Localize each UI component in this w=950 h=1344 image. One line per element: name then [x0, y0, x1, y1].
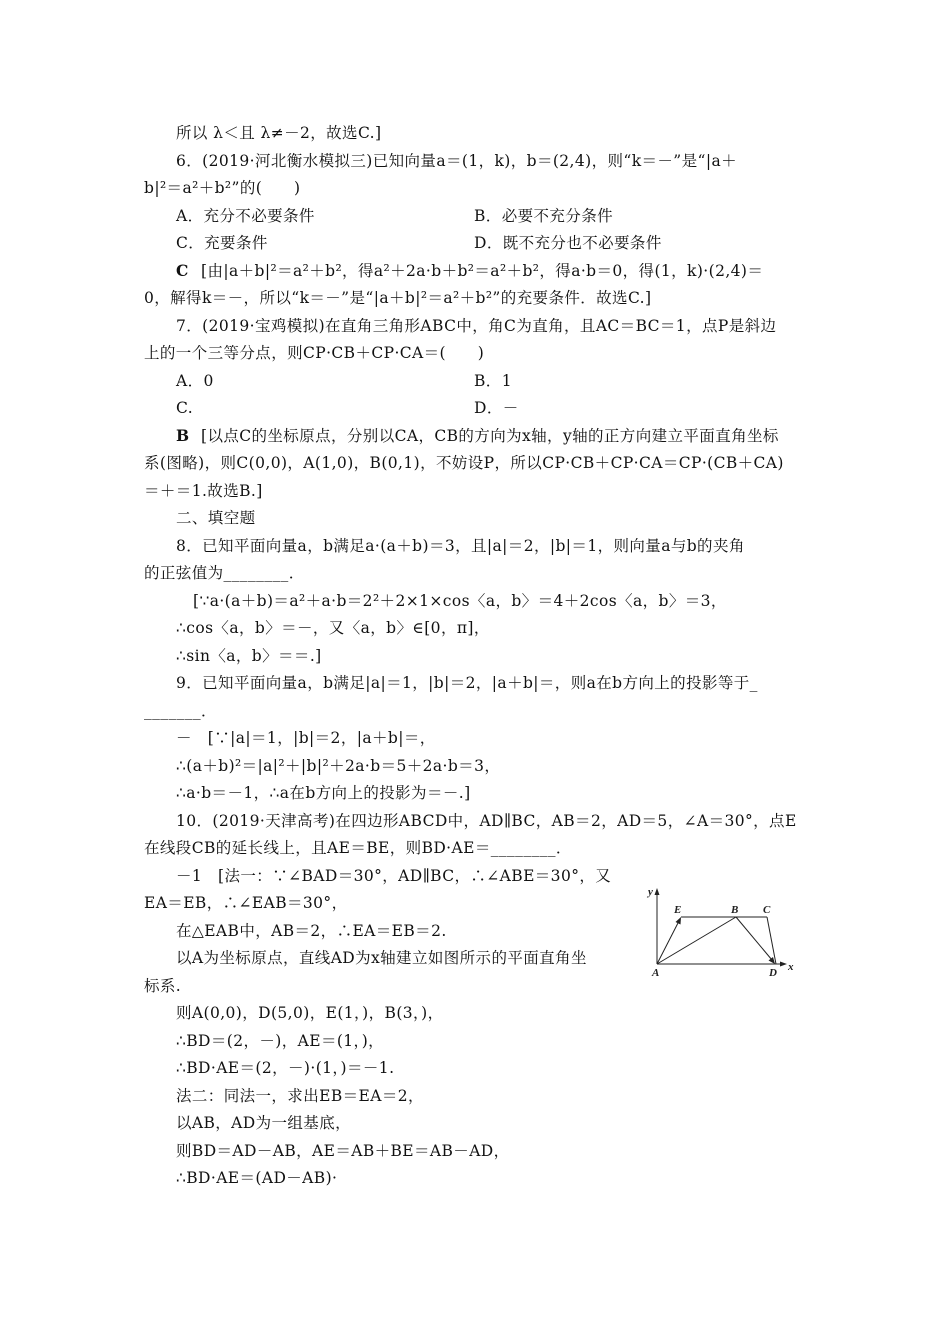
option-a: A．充分不必要条件: [176, 207, 315, 225]
solution-line: ＝＋＝1.故选B.]: [144, 482, 263, 500]
solution-line: ∴BD·AE＝(2，－)·(1，)＝－1.: [176, 1059, 395, 1077]
y-axis-arrow: [655, 888, 660, 895]
solution-line: ∴cos〈a，b〉＝－，又〈a，b〉∈[0，π]，: [176, 619, 490, 637]
label-x: x: [788, 961, 794, 973]
label-e: E: [674, 904, 682, 916]
option-b: B．1: [474, 372, 512, 390]
solution-line: －1 [法一：∵∠BAD＝30°，AD∥BC，∴∠ABE＝30°，又: [176, 867, 612, 885]
solution-line: 法二：同法一，求出EB＝EA＝2，: [176, 1087, 424, 1105]
question-9: 9．已知平面向量a，b满足|a|＝1，|b|＝2，|a＋b|＝，则a在b方向上的投影等于_: [176, 674, 758, 692]
label-d: D: [769, 967, 777, 979]
question-10: 10．(2019·天津高考)在四边形ABCD中，AD∥BC，AB＝2，AD＝5，∠A＝30°，点E: [176, 812, 797, 830]
option-a: A．0: [176, 372, 214, 390]
label-y: y: [648, 886, 653, 898]
solution-line: 以AB，AD为一组基底，: [176, 1114, 352, 1132]
x-axis-arrow: [780, 962, 787, 967]
text-line: 上的一个三等分点，则CP·CB＋CP·CA＝( ): [144, 344, 485, 362]
solution-line: ∴sin〈a，b〉＝＝.]: [176, 647, 322, 665]
text-line: 所以 λ＜且 λ≠－2，故选C.]: [176, 124, 382, 142]
question-6: 6．(2019·河北衡水模拟三)已知向量a＝(1，k)，b＝(2,4)，则“k＝－”是“|a＋: [176, 152, 738, 170]
question-7: 7．(2019·宝鸡模拟)在直角三角形ABC中，角C为直角，且AC＝BC＝1，点P是斜边: [176, 317, 777, 335]
solution-line: ∴(a＋b)²＝|a|²＋|b|²＋2a·b＝5＋2a·b＝3，: [176, 757, 501, 775]
solution-line: － [∵|a|＝1，|b|＝2，|a＋b|＝，: [176, 729, 436, 747]
text-line: b|²＝a²＋b²”的( ): [144, 179, 301, 197]
label-b: B: [731, 904, 739, 916]
segment-cd: [767, 917, 776, 964]
section-heading: 二、填空题: [176, 509, 256, 527]
answer-letter: B: [176, 426, 190, 445]
text-line: _______．: [144, 702, 217, 720]
solution-line: 在△EAB中，AB＝2，∴EA＝EB＝2.: [176, 922, 447, 940]
text-line: 在线段CB的延长线上，且AE＝BE，则BD·AE＝________．: [144, 839, 572, 857]
solution-line: [以点C的坐标原点，分别以CA，CB的方向为x轴，y轴的正方向建立平面直角坐标: [201, 427, 779, 445]
solution-line: [∵a·(a＋b)＝a²＋a·b＝2²＋2×1×cos〈a，b〉＝4＋2cos〈a，b〉＝3，: [193, 592, 727, 610]
option-d: D．既不充分也不必要条件: [474, 234, 662, 252]
solution-line: EA＝EB，∴∠EAB＝30°，: [144, 894, 348, 912]
option-b: B．必要不充分条件: [474, 207, 613, 225]
question-8: 8．已知平面向量a，b满足a·(a＋b)＝3，且|a|＝2，|b|＝1，则向量a与b的夹角: [176, 537, 745, 555]
label-c: C: [763, 904, 771, 916]
vector-ae-arrow: [676, 917, 682, 925]
solution-line: 以A为坐标原点，直线AD为x轴建立如图所示的平面直角坐: [176, 949, 587, 967]
option-c: C．充要条件: [176, 234, 268, 252]
solution-line: [由|a＋b|²＝a²＋b²，得a²＋2a·b＋b²＝a²＋b²，得a·b＝0，得(1，k)·(2,4)＝: [201, 262, 764, 280]
label-a: A: [652, 967, 660, 979]
solution-line: 则A(0,0)，D(5,0)，E(1，)，B(3，)，: [176, 1004, 444, 1022]
solution-line: ∴a·b＝－1，∴a在b方向上的投影为＝－.]: [176, 784, 471, 802]
option-c: C.: [176, 399, 194, 417]
solution-line: ∴BD·AE＝(AD－AB)·: [176, 1169, 338, 1187]
solution-line: ∴BD＝(2，－)，AE＝(1，)，: [176, 1032, 385, 1050]
solution-line: 0，解得k＝－，所以“k＝－”是“|a＋b|²＝a²＋b²”的充要条件．故选C.]: [144, 289, 652, 307]
solution-line: 标系.: [144, 977, 182, 995]
vector-bd: [736, 917, 772, 960]
solution-line: 系(图略)，则C(0,0)，A(1,0)，B(0,1)，不妨设P，所以CP·CB＋CP·CA＝CP·(CB＋CA): [144, 454, 784, 472]
option-d: D．－: [474, 399, 519, 417]
vector-bd-arrow: [769, 957, 776, 964]
text-line: 的正弦值为________．: [144, 564, 305, 582]
solution-line: 则BD＝AD－AB，AE＝AB＋BE＝AB－AD，: [176, 1142, 510, 1160]
answer-letter: C: [176, 261, 189, 280]
quadrilateral-figure: [640, 884, 800, 984]
